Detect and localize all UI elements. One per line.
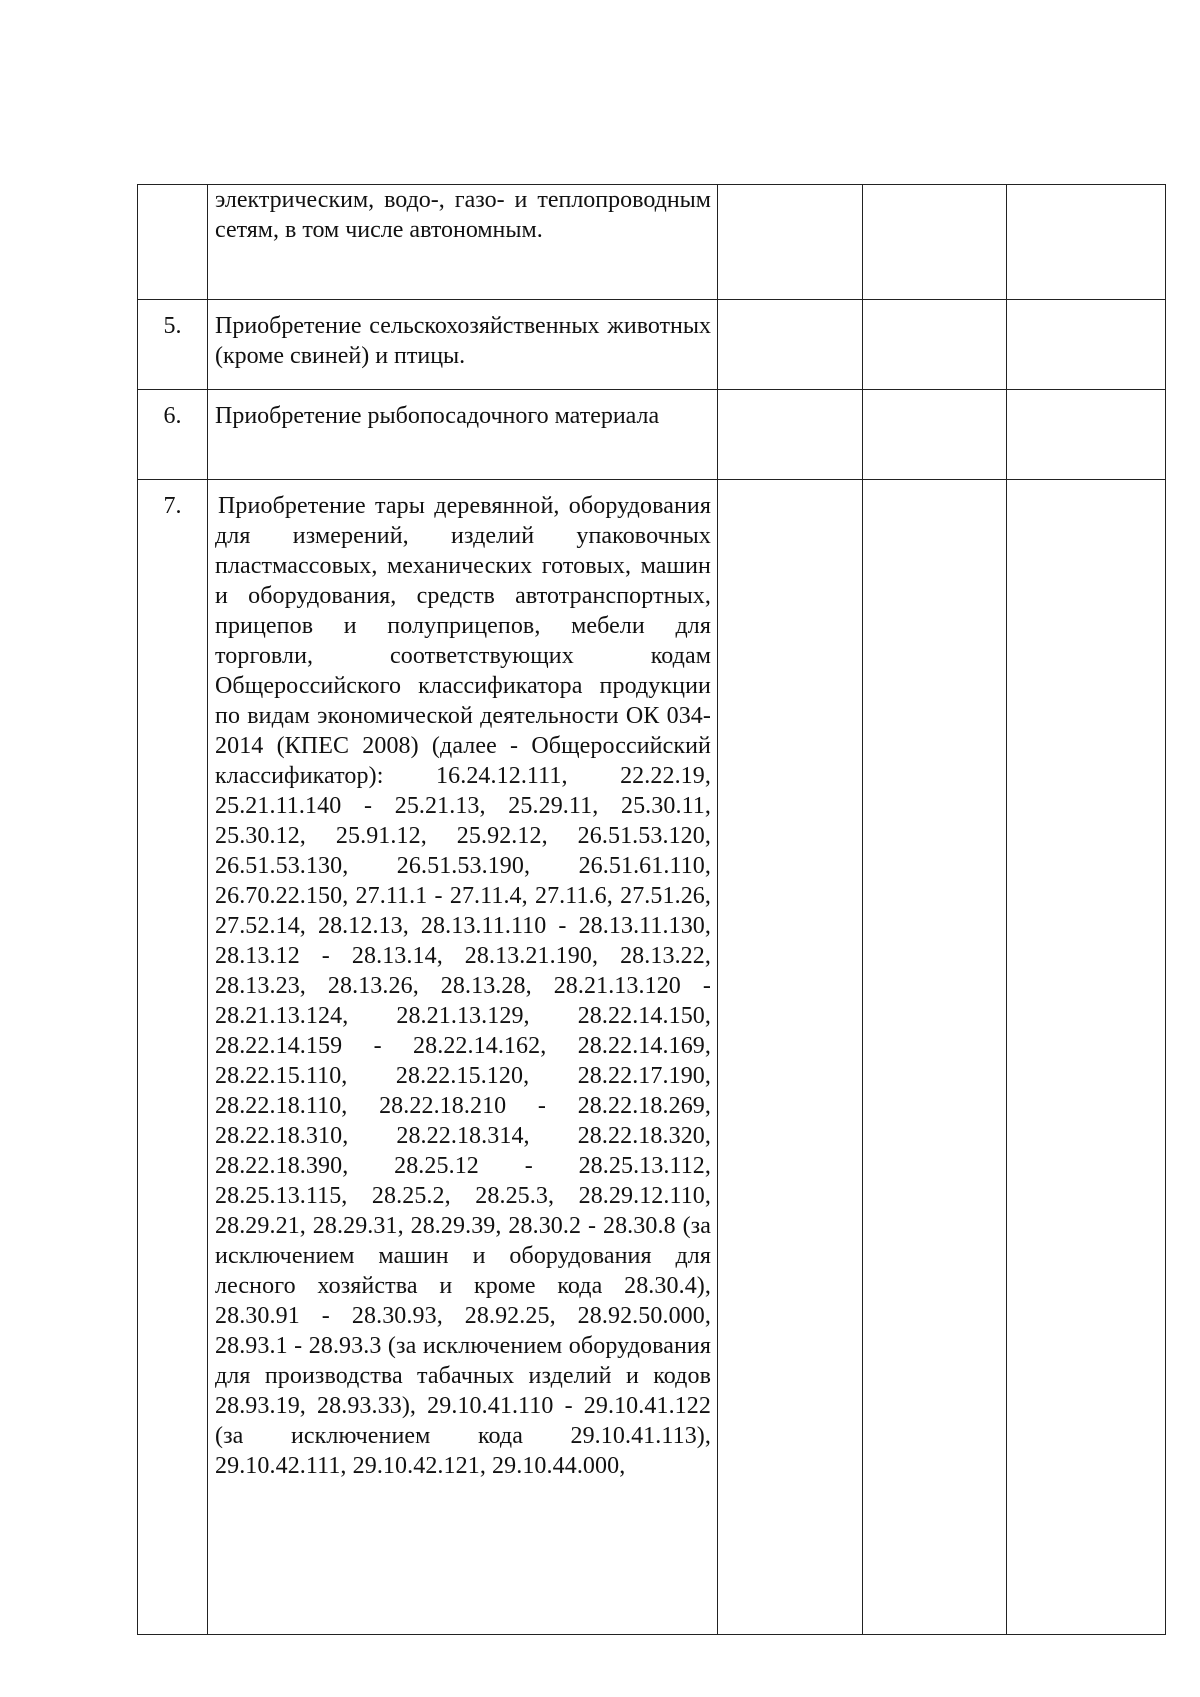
empty-cell: [1007, 300, 1166, 390]
items-table: [137, 184, 1166, 1635]
empty-cell: [863, 480, 1007, 1635]
empty-cell: [718, 185, 863, 300]
empty-cell: [1007, 185, 1166, 300]
empty-cell: [1007, 480, 1166, 1635]
row-text: [208, 390, 718, 480]
empty-cell: [1007, 390, 1166, 480]
row-text-paragraph: Приобретение тары деревянной, оборудования для измерений, изделий упаковочных пластмассовых, механических готовых, машин и оборудования, средств автотранспортных, прицепов и полуприцепов, мебели для торговли, соответствующих кодам Общероссийского классификатора продукции по видам экономической деятельности ОК 034-2014 (КПЕС 2008) (далее - Общероссийский классификатор): 16.24.12.111, 22.22.19, 25.21.11.140 - 25.21.13, 25.29.11, 25.30.11, 25.30.12, 25.91.12, 25.92.12, 26.51.53.120, 26.51.53.130, 26.51.53.190, 26.51.61.110, 26.70.22.150, 27.11.1 - 27.11.4, 27.11.6, 27.51.26, 27.52.14, 28.12.13, 28.13.11.110 - 28.13.11.130, 28.13.12 - 28.13.14, 28.13.21.190, 28.13.22, 28.13.23, 28.13.26, 28.13.28, 28.21.13.120 - 28.21.13.124, 28.21.13.129, 28.22.14.150, 28.22.14.159 - 28.22.14.162, 28.22.14.169, 28.22.15.110, 28.22.15.120, 28.22.17.190, 28.22.18.110, 28.22.18.210 - 28.22.18.269, 28.22.18.310, 28.22.18.314, 28.22.18.320, 28.22.18.390, 28.25.12 - 28.25.13.112, 28.25.13.115, 28.25.2, 28.25.3, 28.29.12.110, 28.29.21, 28.29.31, 28.29.39, 28.30.2 - 28.30.8 (за исключением машин и оборудования для лесного хозяйства и кроме кода 28.30.4), 28.30.91 - 28.30.93, 28.92.25, 28.92.50.000, 28.93.1 - 28.93.3 (за исключением оборудования для производства табачных изделий и кодов 28.93.19, 28.93.33), 29.10.41.110 - 29.10.41.122 (за исключением кода 29.10.41.113), 29.10.42.111, 29.10.42.121, 29.10.44.000,: [215, 493, 711, 1479]
table-row: [138, 390, 1166, 480]
empty-cell: [718, 480, 863, 1635]
table-row: [138, 185, 1166, 300]
empty-cell: [863, 390, 1007, 480]
row-number: 5.: [138, 300, 208, 390]
row-text-paragraph: электрическим, водо-, газо- и теплопроводным сетям, в том числе автономным.: [215, 187, 711, 243]
row-text-paragraph: Приобретение рыбопосадочного материала: [215, 403, 660, 429]
row-number: 7.: [138, 480, 208, 1635]
row-text-paragraph: Приобретение сельскохозяйственных животных (кроме свиней) и птицы.: [215, 313, 711, 369]
table-row: [138, 300, 1166, 390]
row-number: [138, 185, 208, 300]
row-number: 6.: [138, 390, 208, 480]
empty-cell: [863, 300, 1007, 390]
row-text: [208, 185, 718, 300]
empty-cell: [718, 300, 863, 390]
empty-cell: [718, 390, 863, 480]
empty-cell: [863, 185, 1007, 300]
table-row: [138, 480, 1166, 1635]
row-text: [208, 480, 718, 1635]
row-text: [208, 300, 718, 390]
